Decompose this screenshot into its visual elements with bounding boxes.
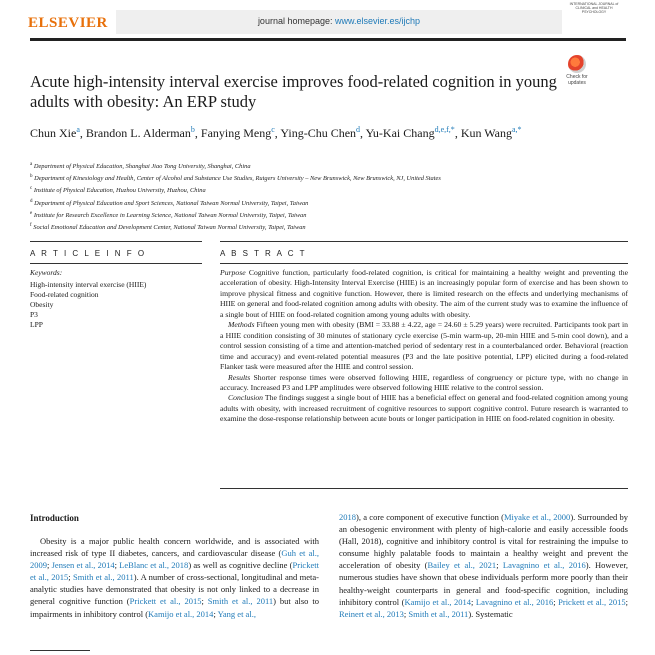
author-affiliation-mark[interactable]: d,e,f,* (434, 125, 455, 134)
affiliation (30, 209, 590, 221)
abstract-paragraph (220, 320, 628, 372)
abstract-section-label: Purpose (220, 268, 246, 277)
abstract-heading: A B S T R A C T (220, 249, 307, 258)
check-for-updates-button[interactable] (561, 55, 593, 89)
author-list: Chun Xie$^a$, Brandon L. Alderman$^b$, Fanying Meng$^c$, Ying-Chu Chen$^d$, Yu-Kai Chang$^{d,e,f,*}$, Kun Wang$^{a,*}$ (30, 125, 522, 140)
abstract-section-text: Shorter response times were observed following HIIE, regardless of congruency or picture type, with no change in accuracy. Increased P3 and LPP amplitudes were observed following HIIE relative to the control session. (220, 372, 628, 392)
citation-link[interactable]: Smith et al., 2011 (207, 596, 274, 607)
citation-link[interactable]: Guh et al., 2009 (30, 548, 319, 571)
citation-link[interactable]: 2018 (339, 512, 356, 522)
article-info-rule (30, 241, 202, 242)
body-text: ), a core component of executive function ( (356, 512, 504, 522)
affiliation-mark: d (30, 198, 33, 204)
body-text: ). However, numerous studies have shown that obese individuals perform more poorly than their healthy-weight counterparts in general and food-specific cognition, including inhibitory control ( (339, 560, 628, 607)
citation-link[interactable]: Kamijo et al., 2014 (404, 596, 471, 607)
homepage-prefix: journal homepage: (257, 16, 335, 26)
abstract-paragraph (220, 373, 628, 394)
keyword: LPP (30, 320, 43, 329)
author-name: Fanying Meng (200, 126, 272, 140)
citation-link[interactable]: Lavagnino et al., 2016 (475, 596, 554, 607)
affiliation-list (30, 160, 590, 233)
keyword-list (30, 280, 146, 330)
citation-link[interactable]: Prickett et al., 2015 (30, 560, 319, 583)
affiliation-text: Department of Physical Education and Sport Sciences, National Taiwan Normal University, Taipei, Taiwan (34, 199, 309, 207)
affiliation (30, 160, 590, 172)
author-affiliation-mark[interactable]: d (356, 125, 361, 134)
author-name: Kun Wang (460, 126, 512, 140)
affiliation-mark: b (30, 174, 33, 180)
body-text: ; (201, 596, 208, 607)
affiliation-text: Social Emotional Education and Development Center, National Taiwan Normal University, Taipei, Taiwan (33, 224, 306, 232)
abstract-body (220, 268, 628, 425)
body-text: Obesity is a major public health concern worldwide, and is associated with increased risk of type II diabetes, cancers, and cardiovascular disease ( (30, 536, 319, 559)
author-name: Brandon L. Alderman (85, 126, 191, 140)
abstract-section-label: Results (228, 372, 251, 382)
abstract-paragraph (220, 268, 628, 320)
citation-link[interactable]: Prickett et al., 2015 (558, 596, 626, 607)
homepage-link[interactable]: www.elsevier.es/ijchp (335, 16, 421, 26)
body-text: ; (213, 608, 218, 619)
abstract-subrule (220, 263, 628, 264)
affiliation-mark: e (30, 210, 33, 216)
abstract-rule (220, 241, 628, 242)
keywords-label: Keywords: (30, 268, 63, 277)
affiliation-text: Department of Kinesiology and Health, Center of Alcohol and Substance Use Studies, Rutgers University – New Brunswick, New Brunswick, NJ, United States (34, 175, 441, 183)
body-text: ; (625, 596, 628, 607)
citation-link[interactable]: Reinert et al., 2013 (339, 608, 404, 619)
citation-link[interactable]: Smith et al., 2011 (73, 572, 134, 583)
body-text: ; (68, 572, 74, 583)
abstract-section-label: Methods (228, 320, 255, 330)
abstract-paragraph (220, 393, 628, 424)
header-rule (30, 38, 626, 41)
author-affiliation-mark[interactable]: a (76, 125, 80, 134)
keyword: P3 (30, 310, 38, 319)
journal-header-box (116, 10, 562, 34)
citation-link[interactable]: Smith et al., 2011 (408, 608, 469, 619)
citation-link[interactable]: Yang et al., (217, 608, 256, 619)
citation-link[interactable]: Kamijo et al., 2014 (148, 608, 214, 619)
body-text: ). Surrounded by an obesogenic environment with plenty of high-calorie and easily accessible foods (Hall, 2018), cognitive and inhibitory control is vital for restraining the impulse to consume highly palatable foods to maintain a healthy weight and prevent the acceleration of obesity ( (339, 512, 629, 571)
footnote-rule (30, 650, 90, 651)
citation-link[interactable]: Bailey et al., 2021 (427, 560, 497, 571)
abstract-section-text: The findings suggest a single bout of HIIE has a beneficial effect on general and food-related cognition among young adults with obesity, with increased recruitment of cognitive resources to support cognitive control. Future research is warranted to examine the dose-response relationship between acute bouts or longer participation in HIIE on food-related cognition in obesity. (220, 393, 628, 424)
article-title: Acute high-intensity interval exercise improves food-related cognition in young adults with obesity: An ERP study (30, 72, 557, 111)
body-text: ; (114, 560, 120, 571)
author-affiliation-mark[interactable]: a,* (511, 125, 522, 134)
affiliation-text: Institute for Research Excellence in Learning Science, National Taiwan Normal University, Taipei, Taiwan (33, 212, 307, 219)
body-text: ) but also to impairments in inhibitory control ( (30, 596, 319, 619)
affiliation-text: Department of Physical Education, Shanghai Jiao Tong University, Shanghai, China (33, 163, 251, 171)
article-info-subrule (30, 263, 202, 264)
author-affiliation-mark[interactable]: b (190, 125, 195, 134)
intro-right-column (339, 511, 628, 620)
keyword: High-intensity interval exercise (HIIE) (30, 280, 147, 289)
affiliation (30, 197, 590, 209)
check-updates-icon (568, 55, 586, 73)
keyword: Food-related cognition (30, 290, 99, 299)
affiliation-mark: c (30, 186, 33, 192)
intro-left-column (30, 535, 319, 620)
article-info-heading: A R T I C L E I N F O (30, 249, 147, 258)
journal-homepage (116, 16, 562, 26)
author-affiliation-mark[interactable]: c (271, 125, 275, 134)
abstract-section-text: Cognitive function, particularly food-related cognition, is critical for maintaining a healthy weight and preventing the acceleration of obesity. High-Intensity Interval Exercise (HIIE) is an increasingly popular form of exercise and has been shown to improve physical fitness and cognitive function. However, there is limited research on the effects and underlying mechanisms of HIIE on general and food-related cognition among adults with obesity. The aim of the current study was to examine the influence of a single bout of HIIE on food-related cognition among young adults with obesity. (220, 268, 628, 319)
affiliation (30, 184, 590, 196)
check-updates-label: Check for updates (566, 74, 588, 86)
author-name: Yu-Kai Chang (365, 126, 435, 140)
body-text: ). A number of cross-sectional, longitudinal and meta-analytic studies have demonstrated that obesity is not only linked to a decrease in general cognitive function ( (30, 572, 319, 607)
citation-link[interactable]: Miyake et al., 2000 (503, 512, 571, 522)
affiliation-text: Institute of Physical Education, Huzhou University, Huzhou, China (33, 187, 206, 195)
affiliation (30, 221, 590, 233)
body-text: ; (47, 560, 52, 571)
body-text: ; (403, 608, 409, 619)
body-text: ; (496, 560, 503, 571)
elsevier-logo: ELSEVIER (28, 15, 108, 31)
keyword: Obesity (30, 300, 54, 309)
citation-link[interactable]: Lavagnino et al., 2016 (502, 560, 586, 571)
body-text: ) as well as cognitive decline ( (188, 560, 293, 571)
body-text: ; (553, 596, 559, 607)
body-text: ). Systematic (468, 608, 513, 619)
affiliation-mark: a (30, 162, 33, 167)
abstract-end-rule (220, 488, 628, 489)
abstract-section-label: Conclusion (228, 393, 264, 403)
journal-cover: INTERNATIONAL JOURNAL of CLINICAL and HEALTH PSYCHOLOGY (569, 2, 619, 14)
affiliation-mark: f (30, 223, 32, 229)
author-name: Ying-Chu Chen (280, 126, 357, 140)
affiliation (30, 172, 590, 184)
abstract-section-text: Fifteen young men with obesity (BMI = 33.88 ± 4.22, age = 24.60 ± 5.29 years) were recruited. Participants took part in a HIIE condition consisting of 30 minutes of stationary cycle exercise (5-min warm-up, 20-min HIIE and 5-min cool down), and a control session consisting of a time and attention-matched period of sedentary rest in a counterbalanced order. Behavioral (reaction time and accuracy) and event-related potential measures (P3 and the late positive potential, LPP) elicited during a food-related Flanker task were measured after the HIIE and control session. (220, 320, 628, 372)
citation-link[interactable]: LeBlanc et al., 2018 (119, 560, 189, 571)
citation-link[interactable]: Prickett et al., 2015 (129, 596, 202, 607)
author-name: Chun Xie (30, 126, 77, 140)
introduction-heading: Introduction (30, 513, 79, 523)
citation-link[interactable]: Jensen et al., 2014 (51, 560, 115, 571)
body-text: ; (471, 596, 476, 607)
